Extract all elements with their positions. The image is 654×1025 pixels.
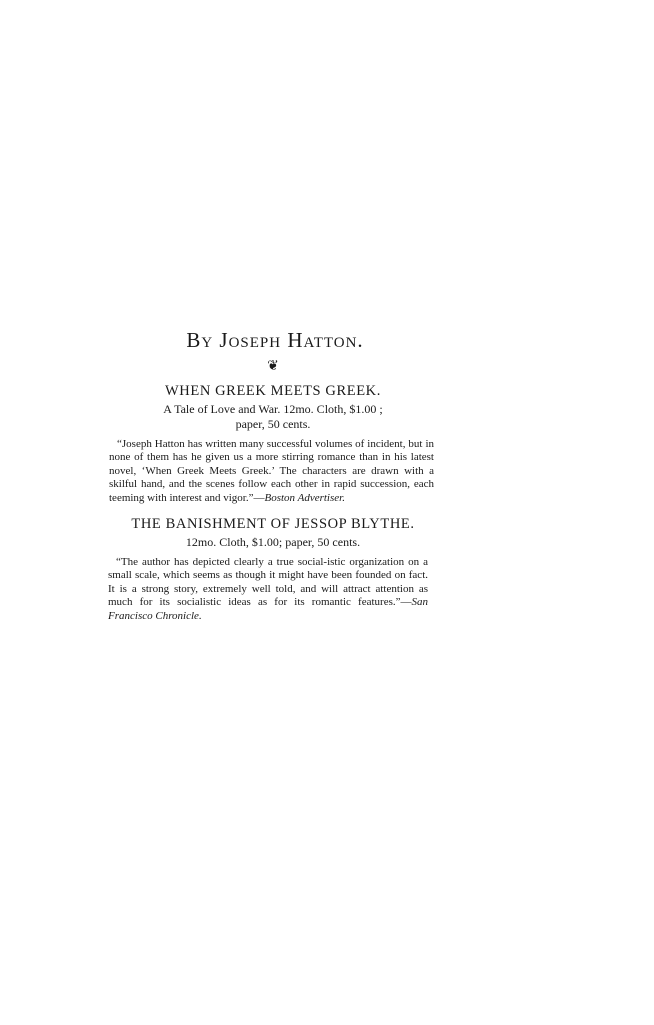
book-title: THE BANISHMENT OF JESSOP BLYTHE.: [131, 516, 415, 533]
book-details: 12mo. Cloth, $1.00; paper, 50 cents.: [185, 535, 361, 550]
review-source: Boston Advertiser.: [264, 491, 345, 504]
book-entry: [109, 382, 434, 505]
book-title: WHEN GREEK MEETS GREEK.: [165, 383, 381, 399]
book-review: [108, 556, 428, 623]
ornament-icon: ❦: [267, 359, 279, 374]
book-review: [109, 438, 434, 505]
author-heading: By Joseph Hatton.: [186, 328, 364, 352]
book-entry: [108, 515, 434, 623]
book-details: A Tale of Love and War. 12mo. Cloth, $1.00 ;: [163, 402, 383, 416]
review-text: “The author has depicted clearly a true social-istic organization on a small scale, which seems as though it might have been founded on fact. It is a strong story, extremely well told, and will attract attention as much for its socialistic ideas as for its romantic features.”—: [108, 556, 428, 609]
review-source: San Francisco Chronicle.: [108, 596, 428, 622]
advertisement-page: [108, 326, 434, 623]
review-text: “Joseph Hatton has written many successful volumes of incident, but in none of them has he given us a more stirring romance than in his latest novel, ‘When Greek Meets Greek.’ The characters are drawn with a skilful hand, and the scenes follow each other in rapid succession, each teeming with interest and vigor.”—: [109, 438, 434, 504]
book-price: paper, 50 cents.: [235, 417, 311, 431]
